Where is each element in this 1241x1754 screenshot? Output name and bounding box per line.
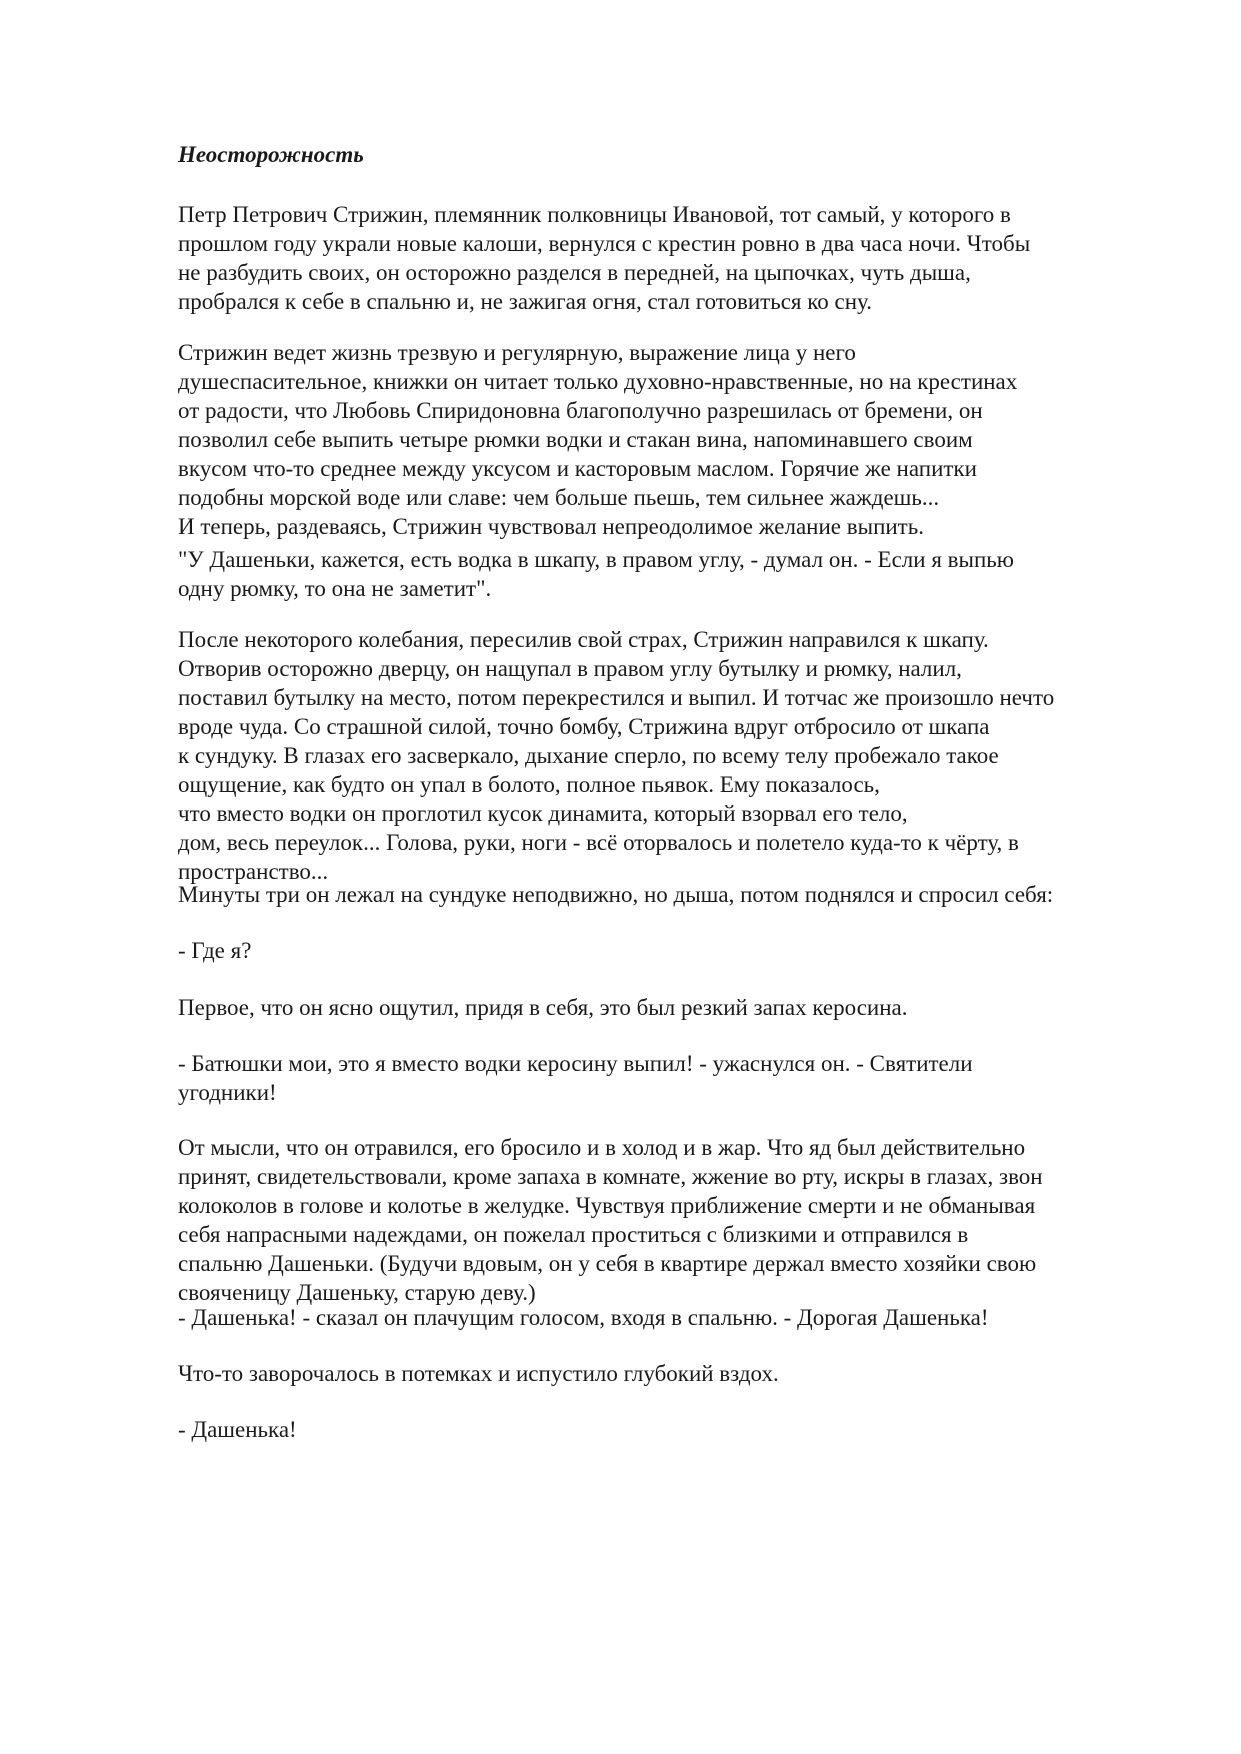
text-line: поставил бутылку на место, потом перекрестился и выпил. И тотчас же произошло нечто xyxy=(178,685,1055,710)
text-line: - Батюшки мои, это я вместо водки керосину выпил! - ужаснулся он. - Святители xyxy=(178,1051,973,1076)
text-line: одну рюмку, то она не заметит". xyxy=(178,576,492,601)
document-title: Неосторожность xyxy=(178,142,364,167)
text-line: пространство... xyxy=(178,859,329,884)
text-line: к сундуку. В глазах его засверкало, дыхание сперло, по всему телу пробежало такое xyxy=(178,743,999,768)
paragraph xyxy=(178,625,1054,886)
text-line: Отворив осторожно дверцу, он нащупал в правом углу бутылку и рюмку, налил, xyxy=(178,656,962,681)
text-line: позволил себе выпить четыре рюмки водки и стакан вина, напоминавшего своим xyxy=(178,427,973,452)
paragraph xyxy=(178,1415,297,1444)
text-line: - Дашенька! - сказал он плачущим голосом, входя в спальню. - Дорогая Дашенька! xyxy=(178,1305,989,1330)
text-line: Первое, что он ясно ощутил, придя в себя, это был резкий запах керосина. xyxy=(178,995,908,1020)
text-line: пробрался к себе в спальню и, не зажигая огня, стал готовиться ко сну. xyxy=(178,289,872,314)
text-line: колоколов в голове и колотье в желудке. Чувствуя приближение смерти и не обманывая xyxy=(178,1193,1036,1218)
text-line: что вместо водки он проглотил кусок динамита, который взорвал его тело, xyxy=(178,801,908,826)
text-line: от радости, что Любовь Спиридоновна благополучно разрешилась от бремени, он xyxy=(178,398,983,423)
paragraph xyxy=(178,993,908,1022)
text-line: И теперь, раздеваясь, Стрижин чувствовал непреодолимое желание выпить. xyxy=(178,514,924,539)
text-line: душеспасительное, книжки он читает только духовно-нравственные, но на крестинах xyxy=(178,369,1018,394)
text-line: подобны морской воде или славе: чем больше пьешь, тем сильнее жаждешь... xyxy=(178,485,940,510)
paragraph xyxy=(178,1049,973,1107)
text-line: принят, свидетельствовали, кроме запаха в комнате, жжение во рту, искры в глазах, звон xyxy=(178,1164,1043,1189)
text-line: спальню Дашеньки. (Будучи вдовым, он у себя в квартире держал вместо хозяйки свою xyxy=(178,1251,1037,1276)
text-line: вкусом что-то среднее между уксусом и касторовым маслом. Горячие же напитки xyxy=(178,456,977,481)
text-line: ощущение, как будто он упал в болото, полное пьявок. Ему показалось, xyxy=(178,772,880,797)
text-line: свояченицу Дашеньку, старую деву.) xyxy=(178,1280,536,1305)
paragraph xyxy=(178,936,251,965)
text-line: себя напрасными надеждами, он пожелал проститься с близкими и отправился в xyxy=(178,1222,969,1247)
text-line: дом, весь переулок... Голова, руки, ноги - всё оторвалось и полетело куда-то к чёрту, в xyxy=(178,830,1019,855)
text-line: прошлом году украли новые калоши, вернулся с крестин ровно в два часа ночи. Чтобы xyxy=(178,231,1031,256)
paragraph xyxy=(178,545,1014,603)
paragraph xyxy=(178,200,1030,316)
text-line: вроде чуда. Со страшной силой, точно бомбу, Стрижина вдруг отбросило от шкапа xyxy=(178,714,990,739)
paragraph xyxy=(178,1133,1043,1307)
text-line: - Где я? xyxy=(178,938,252,963)
text-line: - Дашенька! xyxy=(178,1417,297,1442)
paragraph xyxy=(178,1303,989,1332)
text-line: Петр Петрович Стрижин, племянник полковницы Ивановой, тот самый, у которого в xyxy=(178,202,1011,227)
text-line: Стрижин ведет жизнь трезвую и регулярную, выражение лица у него xyxy=(178,340,856,365)
paragraph xyxy=(178,1359,779,1388)
text-line: не разбудить своих, он осторожно разделся в передней, на цыпочках, чуть дыша, xyxy=(178,260,971,285)
text-line: От мысли, что он отравился, его бросило и в холод и в жар. Что яд был действительно xyxy=(178,1135,1026,1160)
text-line: "У Дашеньки, кажется, есть водка в шкапу, в правом углу, - думал он. - Если я выпью xyxy=(178,547,1014,572)
text-line: Что-то заворочалось в потемках и испустило глубокий вздох. xyxy=(178,1361,779,1386)
text-line: Минуты три он лежал на сундуке неподвижно, но дыша, потом поднялся и спросил себя: xyxy=(178,882,1054,907)
text-line: угодники! xyxy=(178,1080,277,1105)
paragraph xyxy=(178,880,1053,909)
text-line: После некоторого колебания, пересилив свой страх, Стрижин направился к шкапу. xyxy=(178,627,989,652)
paragraph xyxy=(178,338,1017,541)
